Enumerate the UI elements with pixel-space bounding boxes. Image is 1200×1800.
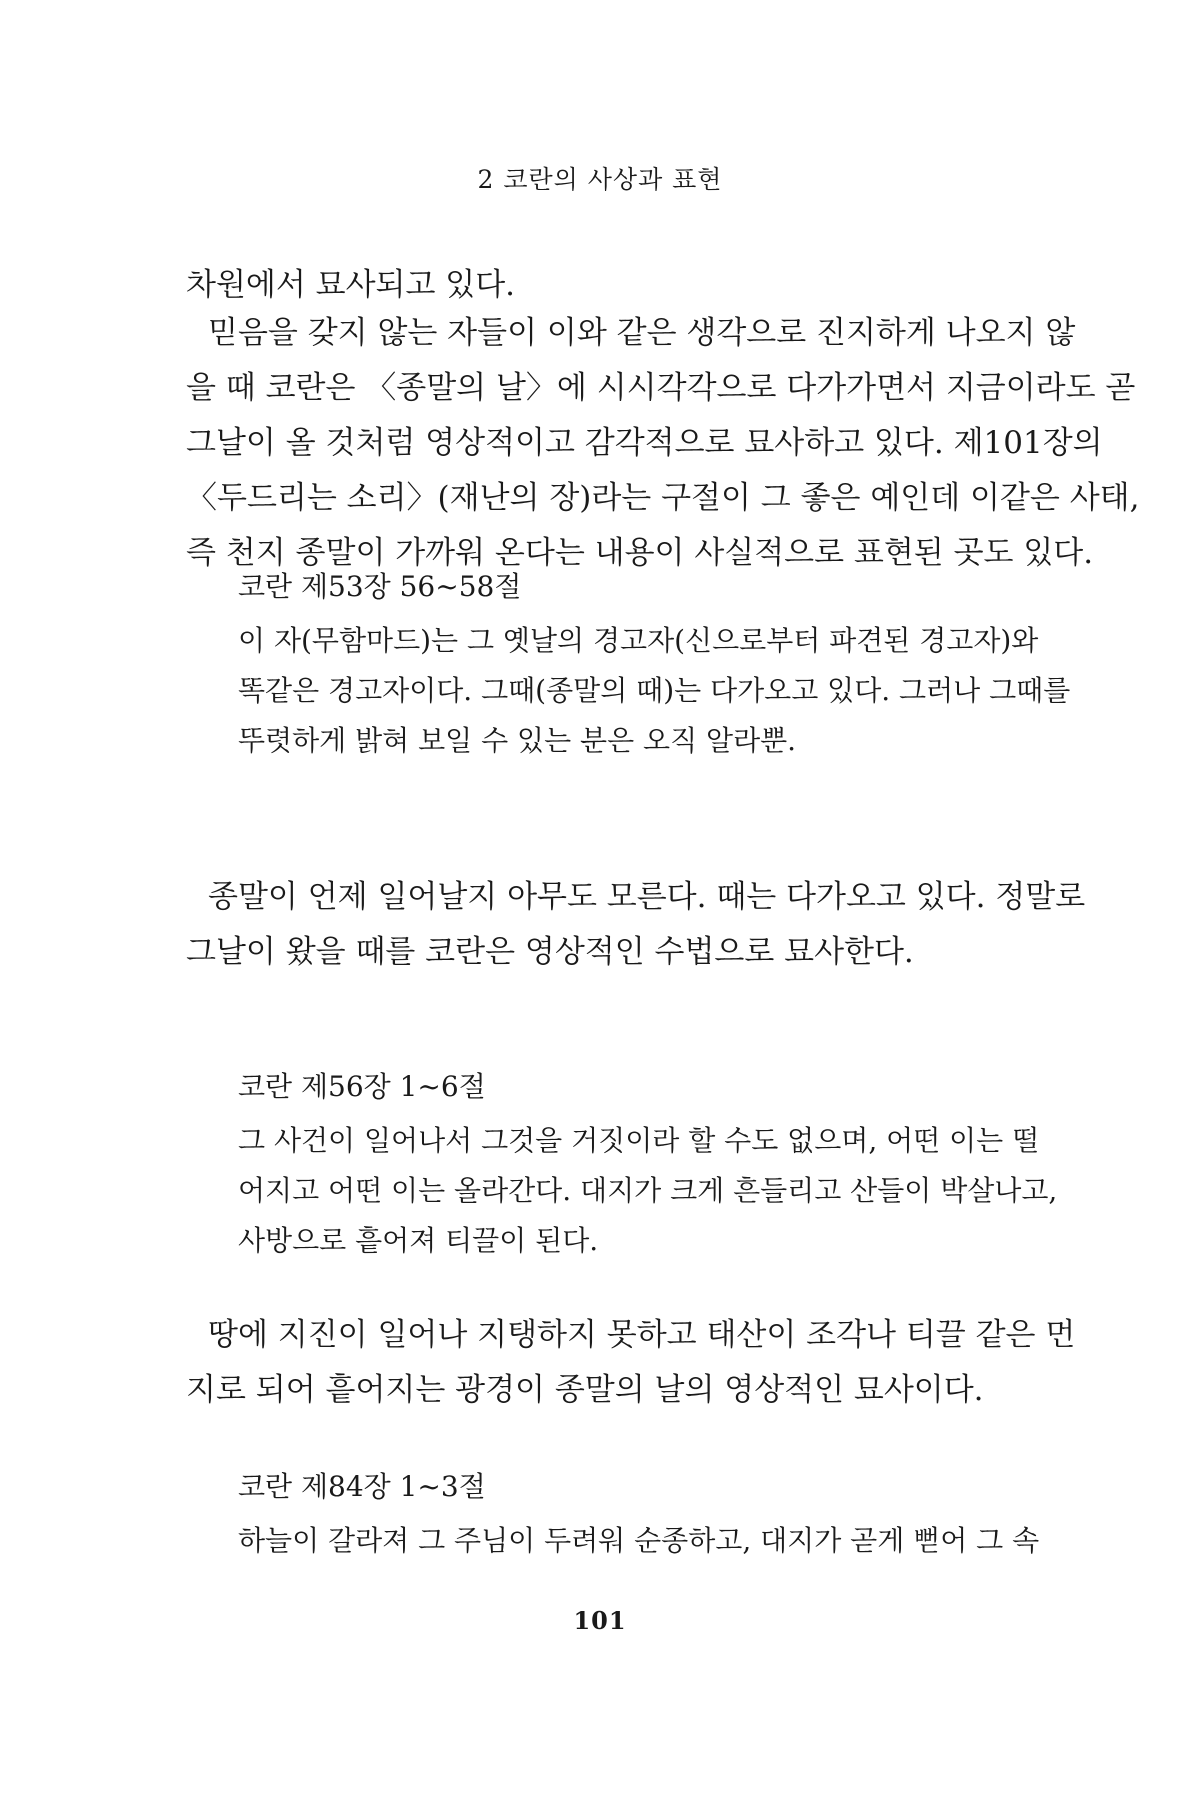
paragraph-line: 〈두드리는 소리〉(재난의 장)라는 구절이 그 좋은 예인데 이같은 사태, <box>186 480 1140 516</box>
paragraph-line: 즉 천지 종말이 가까워 온다는 내용이 사실적으로 표현된 곳도 있다. <box>186 535 1094 571</box>
quotation-block <box>238 1062 1058 1266</box>
quotation-line: 하늘이 갈라져 그 주님이 두려워 순종하고, 대지가 곧게 뻗어 그 속 <box>238 1524 1040 1557</box>
quotation-title: 코란 제84장 1~3절 <box>238 1470 486 1503</box>
paragraph-line: 땅에 지진이 일어나 지탱하지 못하고 태산이 조각나 티끌 같은 먼 <box>208 1317 1076 1353</box>
quotation-line: 뚜렷하게 밝혀 보일 수 있는 분은 오직 알라뿐. <box>238 724 797 757</box>
quotation-block <box>238 562 1071 766</box>
paragraph-continuation <box>186 258 1050 313</box>
running-head: 2 코란의 사상과 표현 <box>477 165 723 194</box>
quotation-line: 이 자(무함마드)는 그 옛날의 경고자(신으로부터 파견된 경고자)와 <box>238 624 1039 657</box>
quotation-title: 코란 제56장 1~6절 <box>238 1070 486 1103</box>
paragraph-line: 종말이 언제 일어날지 아무도 모른다. 때는 다가오고 있다. 정말로 <box>208 879 1086 915</box>
quotation-block <box>238 1462 1040 1566</box>
paragraph-line: 지로 되어 흩어지는 광경이 종말의 날의 영상적인 묘사이다. <box>186 1372 984 1408</box>
quotation-line: 그 사건이 일어나서 그것을 거짓이라 할 수도 없으며, 어떤 이는 떨 <box>238 1124 1040 1157</box>
paragraph-line: 그날이 올 것처럼 영상적이고 감각적으로 묘사하고 있다. 제101장의 <box>186 425 1103 461</box>
paragraph-line: 을 때 코란은 〈종말의 날〉에 시시각각으로 다가가면서 지금이라도 곧 <box>186 370 1136 406</box>
quotation-title: 코란 제53장 56~58절 <box>238 570 522 603</box>
paragraph-line: 차원에서 묘사되고 있다. <box>186 267 516 303</box>
paragraph <box>186 870 1086 980</box>
quotation-line: 사방으로 흩어져 티끌이 된다. <box>238 1224 599 1257</box>
paragraph <box>186 306 1140 581</box>
quotation-line: 똑같은 경고자이다. 그때(종말의 때)는 다가오고 있다. 그러나 그때를 <box>238 674 1071 707</box>
paragraph-line: 그날이 왔을 때를 코란은 영상적인 수법으로 묘사한다. <box>186 934 914 970</box>
quotation-line: 어지고 어떤 이는 올라간다. 대지가 크게 흔들리고 산들이 박살나고, <box>238 1174 1058 1207</box>
paragraph <box>186 1308 1076 1418</box>
paragraph-line: 믿음을 갖지 않는 자들이 이와 같은 생각으로 진지하게 나오지 않 <box>208 315 1076 351</box>
page-number: 101 <box>573 1606 627 1635</box>
